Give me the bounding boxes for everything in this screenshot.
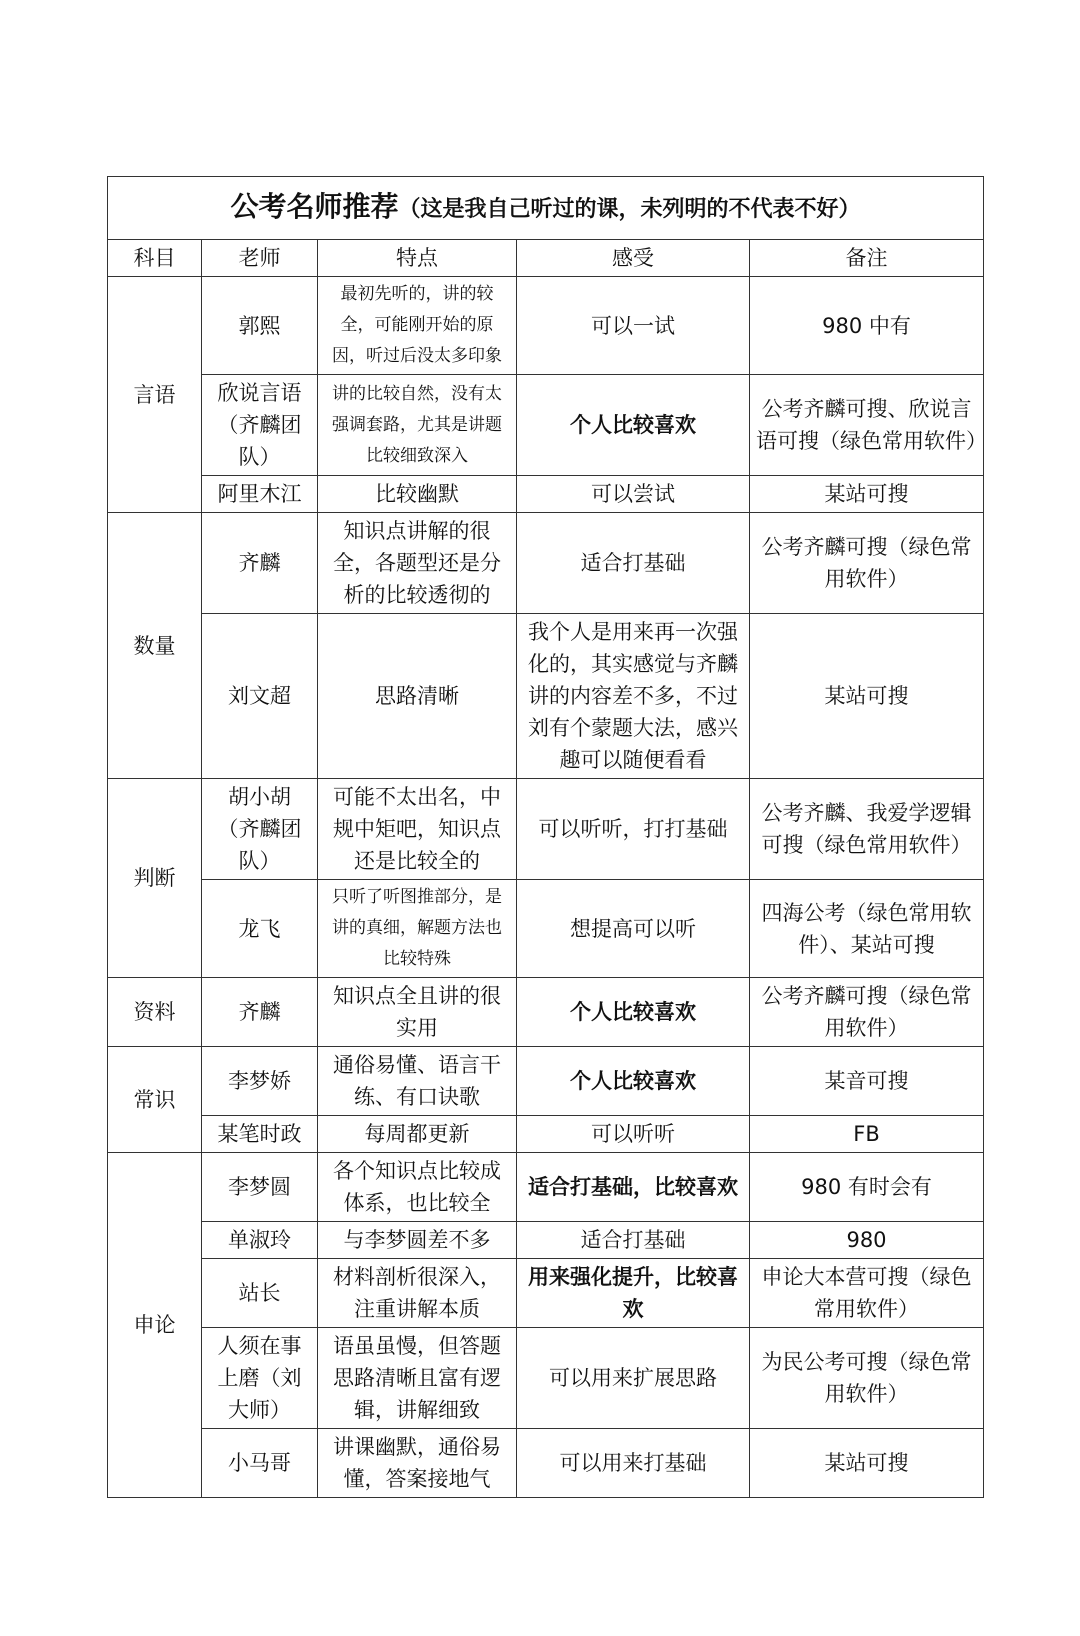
feature-cell: 思路清晰 — [318, 614, 517, 779]
teacher-cell: 郭熙 — [202, 277, 318, 375]
subject-cell: 判断 — [108, 779, 202, 978]
table-row — [108, 1116, 984, 1153]
table-row — [108, 1328, 984, 1429]
feeling-cell: 适合打基础，比较喜欢 — [517, 1153, 750, 1222]
note-cell: 某站可搜 — [750, 614, 984, 779]
feeling-cell: 可以用来打基础 — [517, 1429, 750, 1498]
table-row — [108, 1222, 984, 1259]
teacher-cell: 阿里木江 — [202, 476, 318, 513]
feeling-cell: 个人比较喜欢 — [517, 978, 750, 1047]
table-row — [108, 880, 984, 978]
note-cell: 公考齐麟可搜（绿色常用软件） — [750, 513, 984, 614]
table-row — [108, 375, 984, 476]
teacher-cell: 胡小胡（齐麟团队） — [202, 779, 318, 880]
table-body — [108, 277, 987, 1498]
teacher-cell: 齐麟 — [202, 978, 318, 1047]
subject-cell: 申论 — [108, 1153, 202, 1498]
teacher-cell: 小马哥 — [202, 1429, 318, 1498]
feature-cell: 与李梦圆差不多 — [318, 1222, 517, 1259]
feeling-cell: 个人比较喜欢 — [517, 375, 750, 476]
table-row — [108, 1047, 984, 1116]
teacher-cell: 某笔时政 — [202, 1116, 318, 1153]
table-row — [108, 779, 984, 880]
table-row — [108, 1153, 984, 1222]
teacher-cell: 单淑玲 — [202, 1222, 318, 1259]
subject-cell: 言语 — [108, 277, 202, 513]
feature-cell: 每周都更新 — [318, 1116, 517, 1153]
teacher-cell: 龙飞 — [202, 880, 318, 978]
feature-cell: 只听了听图推部分，是讲的真细，解题方法也比较特殊 — [318, 880, 517, 978]
feeling-cell: 可以听听 — [517, 1116, 750, 1153]
teacher-cell: 李梦娇 — [202, 1047, 318, 1116]
subject-cell: 数量 — [108, 513, 202, 779]
note-cell: 为民公考可搜（绿色常用软件） — [750, 1328, 984, 1429]
feature-cell: 讲课幽默，通俗易懂，答案接地气 — [318, 1429, 517, 1498]
note-cell: 公考齐麟可搜（绿色常用软件） — [750, 978, 984, 1047]
note-cell: 980 — [750, 1222, 984, 1259]
feature-cell: 语虽虽慢，但答题思路清晰且富有逻辑，讲解细致 — [318, 1328, 517, 1429]
teacher-cell: 刘文超 — [202, 614, 318, 779]
feature-cell: 讲的比较自然，没有太强调套路，尤其是讲题比较细致深入 — [318, 375, 517, 476]
feeling-cell: 可以尝试 — [517, 476, 750, 513]
header-feeling: 感受 — [517, 240, 750, 277]
title-subtitle: （这是我自己听过的课，未列明的不代表不好） — [398, 196, 861, 222]
feature-cell: 比较幽默 — [318, 476, 517, 513]
header-subject: 科目 — [108, 240, 202, 277]
feature-cell: 知识点全且讲的很实用 — [318, 978, 517, 1047]
note-cell: 公考齐麟可搜、欣说言语可搜（绿色常用软件） — [750, 375, 984, 476]
table-title — [108, 177, 984, 240]
note-cell: 某站可搜 — [750, 1429, 984, 1498]
table-row — [108, 476, 984, 513]
teacher-recommendation-table — [107, 176, 987, 1498]
table-row — [108, 1429, 984, 1498]
teacher-cell: 齐麟 — [202, 513, 318, 614]
feature-cell: 材料剖析很深入，注重讲解本质 — [318, 1259, 517, 1328]
teacher-cell: 站长 — [202, 1259, 318, 1328]
feeling-cell: 适合打基础 — [517, 1222, 750, 1259]
teacher-cell: 人须在事上磨（刘大师） — [202, 1328, 318, 1429]
note-cell: 公考齐麟、我爱学逻辑可搜（绿色常用软件） — [750, 779, 984, 880]
note-cell: 980 有时会有 — [750, 1153, 984, 1222]
note-cell: 申论大本营可搜（绿色常用软件） — [750, 1259, 984, 1328]
recommendation-table-wrapper — [107, 176, 987, 1498]
subject-cell: 常识 — [108, 1047, 202, 1153]
feeling-cell: 想提高可以听 — [517, 880, 750, 978]
subject-cell: 资料 — [108, 978, 202, 1047]
header-feature: 特点 — [318, 240, 517, 277]
table-row — [108, 1259, 984, 1328]
feature-cell: 各个知识点比较成体系，也比较全 — [318, 1153, 517, 1222]
note-cell: 某音可搜 — [750, 1047, 984, 1116]
feeling-cell: 可以用来扩展思路 — [517, 1328, 750, 1429]
teacher-cell: 欣说言语（齐麟团队） — [202, 375, 318, 476]
note-cell: 980 中有 — [750, 277, 984, 375]
teacher-cell: 李梦圆 — [202, 1153, 318, 1222]
note-cell: FB — [750, 1116, 984, 1153]
feeling-cell: 适合打基础 — [517, 513, 750, 614]
table-row — [108, 978, 984, 1047]
feature-cell: 最初先听的，讲的较全，可能刚开始的原因，听过后没太多印象 — [318, 277, 517, 375]
note-cell: 某站可搜 — [750, 476, 984, 513]
table-row — [108, 513, 984, 614]
feeling-cell: 个人比较喜欢 — [517, 1047, 750, 1116]
title-main: 公考名师推荐 — [230, 189, 399, 223]
feeling-cell: 可以一试 — [517, 277, 750, 375]
header-teacher: 老师 — [202, 240, 318, 277]
feature-cell: 可能不太出名，中规中矩吧，知识点还是比较全的 — [318, 779, 517, 880]
feeling-cell: 我个人是用来再一次强化的，其实感觉与齐麟讲的内容差不多，不过刘有个蒙题大法，感兴趣可以随便看看 — [517, 614, 750, 779]
feature-cell: 知识点讲解的很全，各题型还是分析的比较透彻的 — [318, 513, 517, 614]
feeling-cell: 用来强化提升，比较喜欢 — [517, 1259, 750, 1328]
table-row — [108, 614, 984, 779]
feature-cell: 通俗易懂、语言干练、有口诀歌 — [318, 1047, 517, 1116]
header-row — [108, 240, 984, 277]
header-note: 备注 — [750, 240, 984, 277]
note-cell: 四海公考（绿色常用软件）、某站可搜 — [750, 880, 984, 978]
table-row — [108, 277, 984, 375]
feeling-cell: 可以听听，打打基础 — [517, 779, 750, 880]
